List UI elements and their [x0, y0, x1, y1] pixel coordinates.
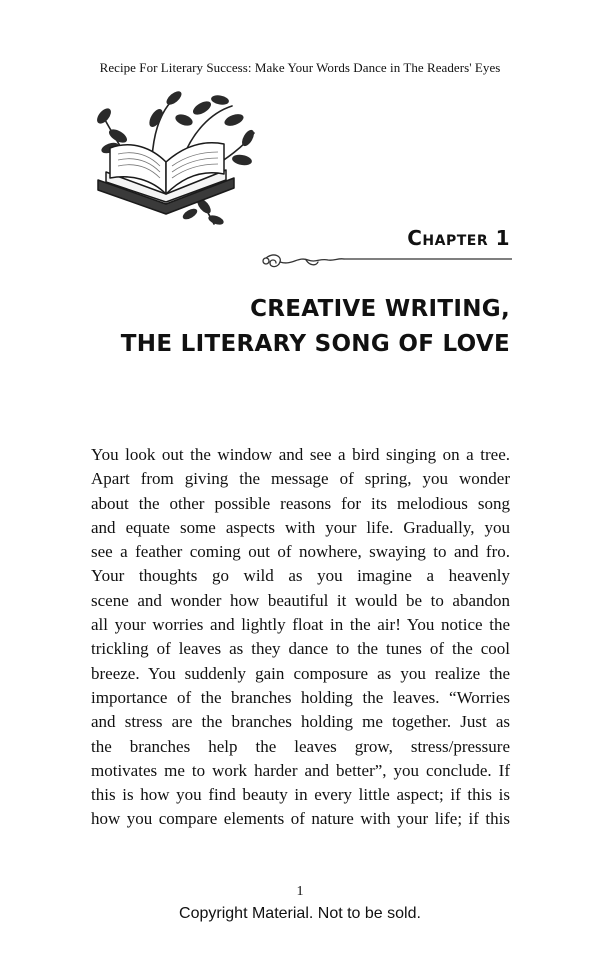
- body-line: this is how you find beauty in every little aspect; if this is: [91, 785, 510, 805]
- body-line: breeze. You suddenly gain composure as you realize the: [91, 663, 510, 683]
- body-line: and stress are the branches holding me together. Just as: [91, 712, 510, 732]
- chapter-title-line-2: THE LITERARY SONG OF LOVE: [120, 331, 510, 357]
- chapter-label: Chapter 1: [407, 226, 510, 250]
- body-line: the branches help the leaves grow, stress/pressure: [91, 736, 510, 756]
- chapter-title: [121, 292, 510, 362]
- body-line: motivates me to work harder and better”, you conclude. If: [91, 760, 510, 780]
- body-line: scene and wonder how beautiful it would be to abandon: [91, 590, 510, 610]
- chapter-title-line-1: CREATIVE WRITING,: [250, 296, 510, 322]
- body-line: all your worries and lightly float in the air! You notice the: [91, 615, 510, 635]
- body-line: about the other possible reasons for its melodious song: [91, 493, 510, 513]
- body-line: importance of the branches holding the leaves. “Worries: [91, 687, 510, 707]
- body-line: trickling of leaves as they dance to the tunes of the cool: [91, 639, 510, 659]
- body-paragraph: [91, 443, 510, 832]
- open-book-with-leaves-icon: [92, 88, 262, 228]
- flourish-divider-icon: [258, 252, 512, 272]
- copyright-notice: Copyright Material. Not to be sold.: [179, 905, 421, 922]
- body-line: Apart from giving the message of spring, you wonder: [91, 469, 510, 489]
- body-line: and equate some aspects with your life. Gradually, you: [91, 517, 510, 537]
- body-line: how you compare elements of nature with your life; if this: [91, 809, 510, 829]
- running-head: Recipe For Literary Success: Make Your Words Dance in The Readers' Eyes: [99, 60, 501, 75]
- body-line: Your thoughts go wild as you imagine a heavenly: [91, 566, 510, 586]
- page-number: 1: [296, 884, 304, 899]
- body-line: You look out the window and see a bird singing on a tree.: [91, 445, 510, 464]
- body-line: see a feather coming out of nowhere, swaying to and fro.: [91, 542, 510, 562]
